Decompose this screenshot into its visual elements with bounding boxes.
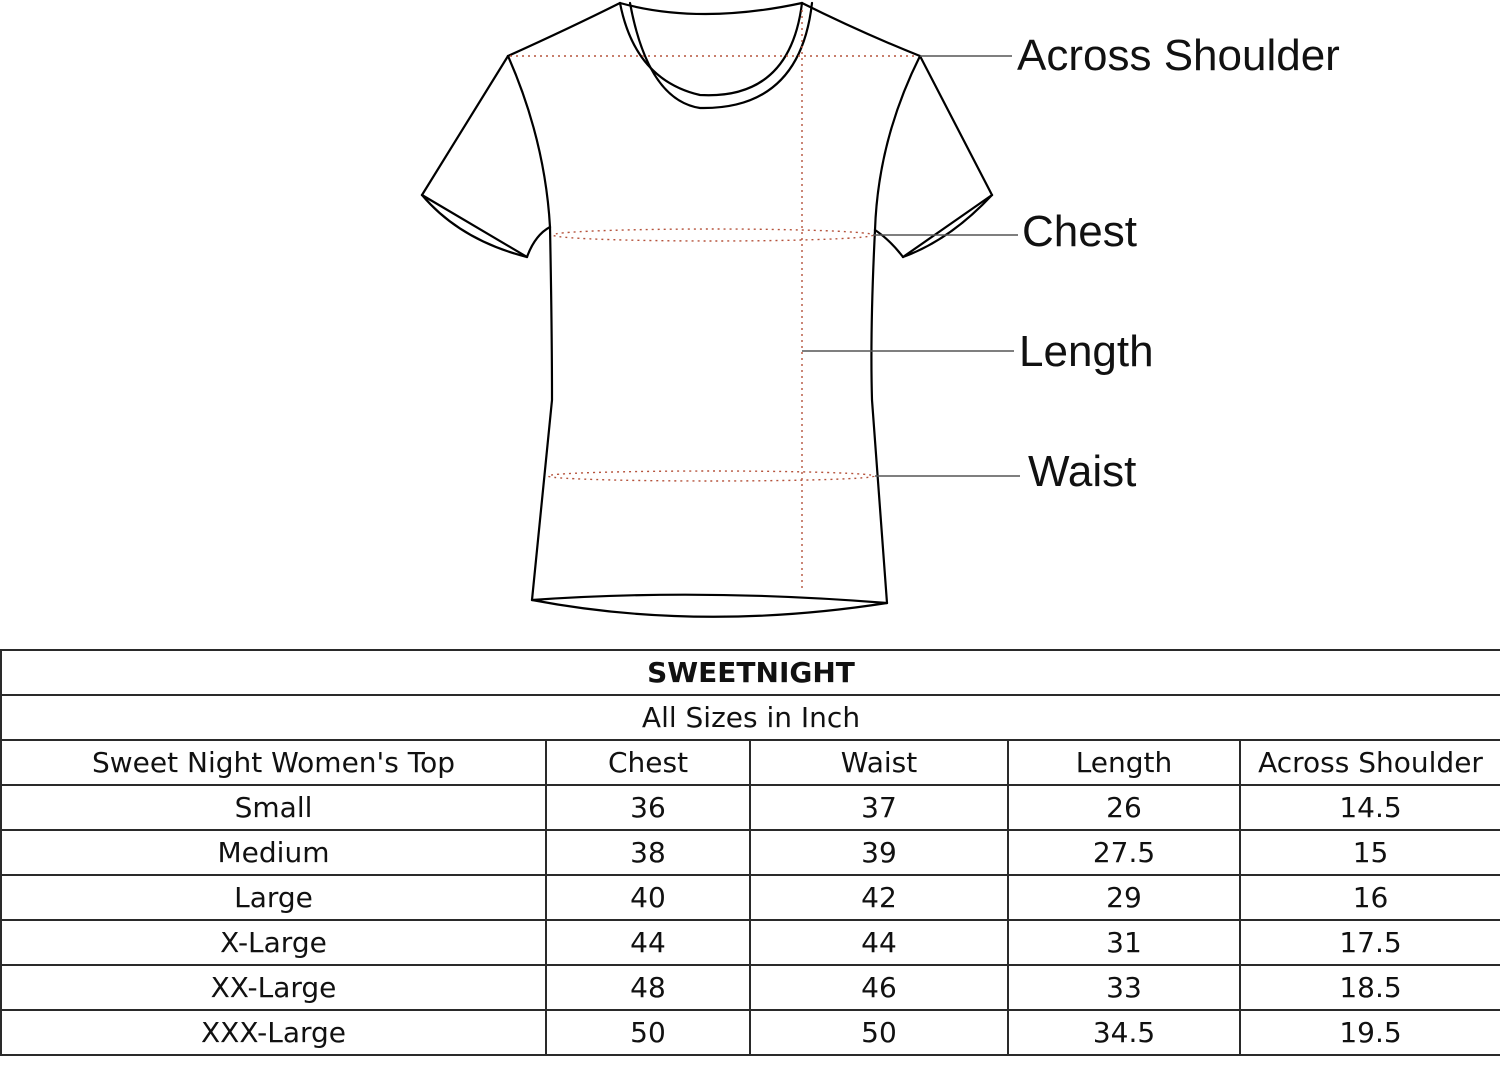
- length-cell: 29: [1008, 875, 1240, 920]
- table-row: [1, 920, 1500, 965]
- size-cell: Large: [1, 875, 546, 920]
- size-cell: XX-Large: [1, 965, 546, 1010]
- table-row: [1, 830, 1500, 875]
- waist-cell: 37: [750, 785, 1008, 830]
- waist-cell: 50: [750, 1010, 1008, 1055]
- label-length: Length: [1019, 327, 1154, 376]
- label-chest: Chest: [1022, 207, 1137, 256]
- column-header-product: Sweet Night Women's Top: [1, 740, 546, 785]
- across-shoulder-cell: 19.5: [1240, 1010, 1500, 1055]
- unit-note: All Sizes in Inch: [1, 695, 1500, 740]
- chest-cell: 36: [546, 785, 750, 830]
- column-header-chest: Chest: [546, 740, 750, 785]
- waist-cell: 44: [750, 920, 1008, 965]
- size-cell: X-Large: [1, 920, 546, 965]
- label-waist: Waist: [1028, 447, 1137, 496]
- chest-cell: 38: [546, 830, 750, 875]
- waist-cell: 39: [750, 830, 1008, 875]
- across-shoulder-cell: 18.5: [1240, 965, 1500, 1010]
- waist-cell: 46: [750, 965, 1008, 1010]
- table-row: [1, 875, 1500, 920]
- across-shoulder-cell: 17.5: [1240, 920, 1500, 965]
- size-chart-table: [0, 649, 1500, 1056]
- chest-cell: 50: [546, 1010, 750, 1055]
- size-cell: XXX-Large: [1, 1010, 546, 1055]
- length-cell: 27.5: [1008, 830, 1240, 875]
- table-row: [1, 785, 1500, 830]
- across-shoulder-cell: 15: [1240, 830, 1500, 875]
- size-cell: Small: [1, 785, 546, 830]
- unit-row: [1, 695, 1500, 740]
- label-across-shoulder: Across Shoulder: [1017, 31, 1340, 80]
- column-header-across-shoulder: Across Shoulder: [1240, 740, 1500, 785]
- table-row: [1, 965, 1500, 1010]
- length-cell: 34.5: [1008, 1010, 1240, 1055]
- length-cell: 31: [1008, 920, 1240, 965]
- waist-cell: 42: [750, 875, 1008, 920]
- brand-row: [1, 650, 1500, 695]
- length-cell: 33: [1008, 965, 1240, 1010]
- table-row: [1, 1010, 1500, 1055]
- header-row: [1, 740, 1500, 785]
- brand-title: SWEETNIGHT: [1, 650, 1500, 695]
- chest-cell: 40: [546, 875, 750, 920]
- across-shoulder-cell: 16: [1240, 875, 1500, 920]
- chest-cell: 44: [546, 920, 750, 965]
- column-header-length: Length: [1008, 740, 1240, 785]
- chest-cell: 48: [546, 965, 750, 1010]
- size-cell: Medium: [1, 830, 546, 875]
- across-shoulder-cell: 14.5: [1240, 785, 1500, 830]
- length-cell: 26: [1008, 785, 1240, 830]
- column-header-waist: Waist: [750, 740, 1008, 785]
